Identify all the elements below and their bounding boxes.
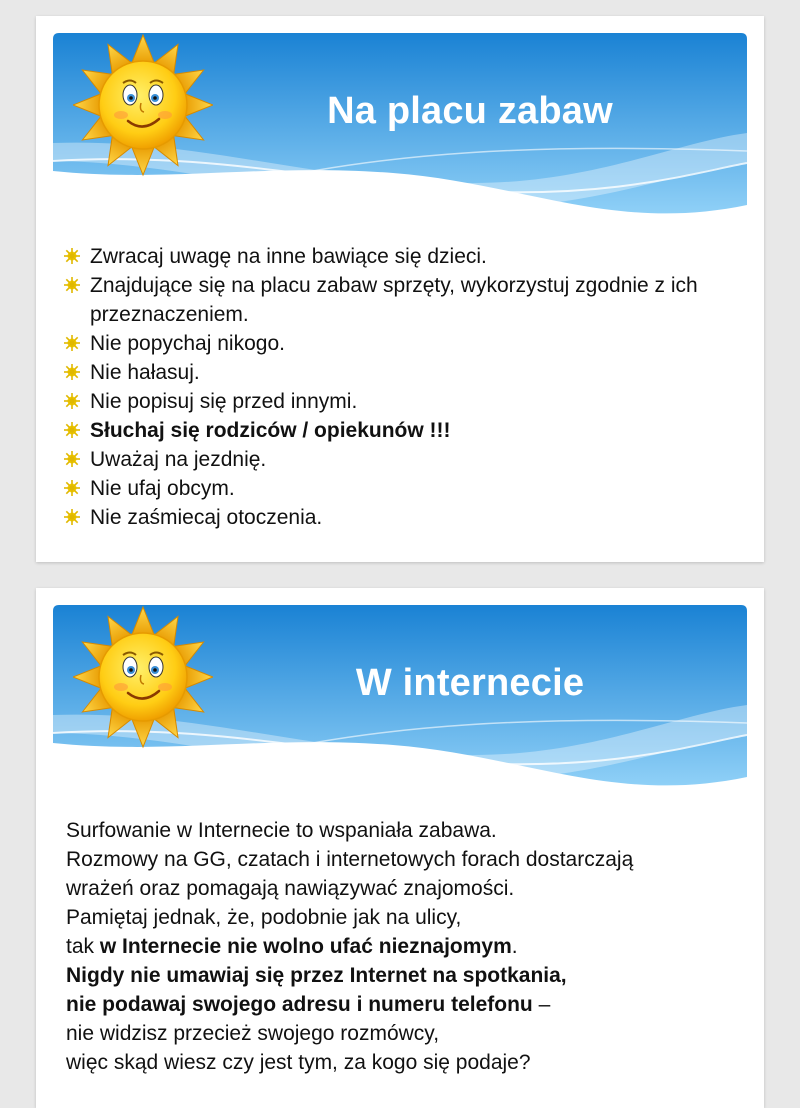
- list-item: Nie popychaj nikogo.: [64, 329, 744, 358]
- list-item: Nie zaśmiecaj otoczenia.: [64, 503, 744, 532]
- list-item: Słuchaj się rodziców / opiekunów !!!: [64, 416, 744, 445]
- sunburst-bullet-icon: [64, 277, 80, 293]
- sunburst-bullet-icon: [64, 480, 80, 496]
- list-item: Nie ufaj obcym.: [64, 474, 744, 503]
- list-item: Uważaj na jezdnię.: [64, 445, 744, 474]
- text-line: nie podawaj swojego adresu i numeru telefonu –: [66, 993, 551, 1016]
- text-line: Surfowanie w Internecie to wspaniała zabawa.: [66, 819, 497, 842]
- rules-list: [64, 242, 744, 532]
- list-item: Nie popisuj się przed innymi.: [64, 387, 744, 416]
- list-item: Zwracaj uwagę na inne bawiące się dzieci.: [64, 242, 744, 271]
- slide-title: Na placu zabaw: [327, 90, 613, 132]
- text-line: nie widzisz przecież swojego rozmówcy,: [66, 1022, 440, 1045]
- text-line: wrażeń oraz pomagają nawiązywać znajomości.: [66, 877, 515, 900]
- sunburst-bullet-icon: [64, 451, 80, 467]
- sunburst-bullet-icon: [64, 364, 80, 380]
- sun-mascot-icon: [73, 33, 213, 183]
- text-line: więc skąd wiesz czy jest tym, za kogo się podaje?: [66, 1051, 531, 1074]
- sunburst-bullet-icon: [64, 393, 80, 409]
- text-line: tak w Internecie nie wolno ufać nieznajomym.: [66, 935, 518, 958]
- slide-playground: [36, 16, 764, 562]
- sunburst-bullet-icon: [64, 509, 80, 525]
- slide-internet: [36, 588, 764, 1108]
- slide-banner: [53, 33, 747, 223]
- sun-mascot-icon: [73, 605, 213, 755]
- list-item: Nie hałasuj.: [64, 358, 744, 387]
- slide-title: W internecie: [355, 662, 585, 704]
- text-line: Rozmowy na GG, czatach i internetowych forach dostarczają: [66, 848, 634, 871]
- sunburst-bullet-icon: [64, 422, 80, 438]
- text-line: Nigdy nie umawiaj się przez Internet na spotkania,: [66, 964, 567, 987]
- list-item: Znajdujące się na placu zabaw sprzęty, wykorzystuj zgodnie z ich przeznaczeniem.: [64, 271, 744, 329]
- text-line: Pamiętaj jednak, że, podobnie jak na ulicy,: [66, 906, 462, 929]
- sunburst-bullet-icon: [64, 248, 80, 264]
- internet-paragraph: [66, 816, 746, 1077]
- slide-banner: [53, 605, 747, 795]
- sunburst-bullet-icon: [64, 335, 80, 351]
